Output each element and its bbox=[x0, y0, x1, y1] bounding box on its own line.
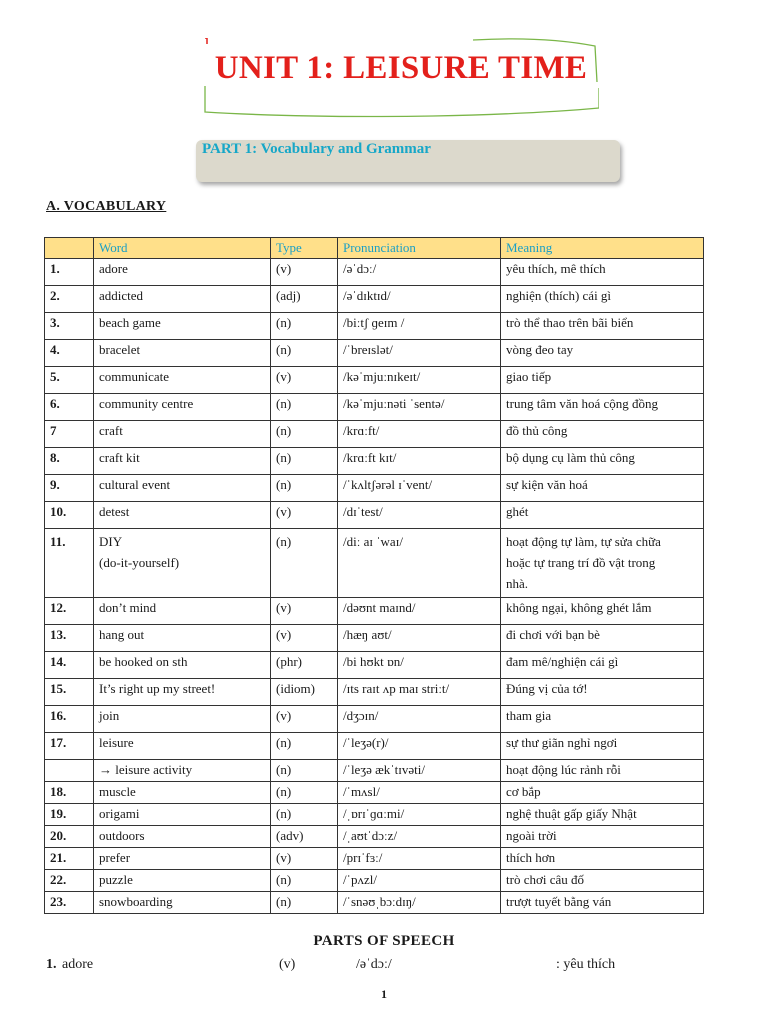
cell-pronunciation-text: /ˈmʌsl/ bbox=[343, 784, 380, 799]
cell-number bbox=[45, 760, 94, 782]
cell-type bbox=[271, 733, 338, 760]
entry-type: (v) bbox=[279, 957, 296, 972]
cell-number-text: 13. bbox=[50, 627, 67, 642]
cell-number-text: 22. bbox=[50, 872, 67, 887]
cell-pronunciation bbox=[338, 448, 501, 475]
cell-type bbox=[271, 502, 338, 529]
cell-type bbox=[271, 313, 338, 340]
cell-word bbox=[94, 892, 271, 914]
cell-meaning-text: vòng đeo tay bbox=[506, 342, 574, 357]
vocabulary-table bbox=[44, 237, 704, 914]
cell-type bbox=[271, 475, 338, 502]
cell-number bbox=[45, 826, 94, 848]
cell-pronunciation-text: /ˈleʒə ækˈtɪvəti/ bbox=[343, 762, 425, 777]
page-number: 1 bbox=[381, 987, 387, 1001]
cell-meaning-text: trượt tuyết bằng ván bbox=[506, 894, 612, 909]
cell-number-text: 3. bbox=[50, 315, 60, 330]
parts-of-speech-heading: PARTS OF SPEECH bbox=[313, 933, 455, 949]
cell-word-text: leisure bbox=[99, 735, 134, 750]
cell-type-text: (v) bbox=[276, 369, 292, 384]
cell-meaning-text-line: nhà. bbox=[506, 576, 529, 591]
cell-pronunciation bbox=[338, 892, 501, 914]
cell-word bbox=[94, 848, 271, 870]
table-row bbox=[45, 448, 704, 475]
cell-number-text: 11. bbox=[50, 534, 66, 549]
cell-word-text: beach game bbox=[99, 315, 161, 330]
cell-type bbox=[271, 286, 338, 313]
cell-word-text: bracelet bbox=[99, 342, 141, 357]
cell-meaning-text: đam mê/nghiện cái gì bbox=[506, 654, 619, 669]
cell-type bbox=[271, 598, 338, 625]
cell-pronunciation bbox=[338, 848, 501, 870]
cell-number bbox=[45, 733, 94, 760]
cell-meaning-text: hoạt động tự làm, tự sửa chữa bbox=[506, 534, 661, 549]
cell-number-text: 2. bbox=[50, 288, 60, 303]
cell-number-text: 10. bbox=[50, 504, 67, 519]
cell-meaning-text: trung tâm văn hoá cộng đồng bbox=[506, 396, 658, 411]
cell-meaning-text: giao tiếp bbox=[506, 369, 552, 384]
cell-word bbox=[94, 652, 271, 679]
cell-pronunciation bbox=[338, 286, 501, 313]
cell-meaning bbox=[501, 394, 704, 421]
cell-meaning-text: thích hơn bbox=[506, 850, 556, 865]
cell-meaning-text: trò chơi câu đố bbox=[506, 872, 584, 887]
cell-number bbox=[45, 625, 94, 652]
cell-type bbox=[271, 259, 338, 286]
table-row bbox=[45, 340, 704, 367]
cell-pronunciation bbox=[338, 826, 501, 848]
cell-word-text: addicted bbox=[99, 288, 144, 303]
cell-meaning bbox=[501, 679, 704, 706]
table-row bbox=[45, 870, 704, 892]
cell-number-text: 23. bbox=[50, 894, 67, 909]
cell-meaning bbox=[501, 598, 704, 625]
cell-word bbox=[94, 529, 271, 598]
cell-pronunciation-text: /dəʊnt maɪnd/ bbox=[343, 600, 416, 615]
cell-pronunciation bbox=[338, 259, 501, 286]
cell-type bbox=[271, 706, 338, 733]
cell-type-text: (n) bbox=[276, 872, 292, 887]
cell-type-text: (v) bbox=[276, 504, 292, 519]
cell-number bbox=[45, 598, 94, 625]
cell-meaning-text: hoạt động lúc rảnh rỗi bbox=[506, 762, 621, 777]
table-row bbox=[45, 475, 704, 502]
cell-pronunciation-text: /ˈkʌltʃərəl ɪˈvent/ bbox=[343, 477, 433, 492]
cell-word-text: outdoors bbox=[99, 828, 145, 843]
cell-pronunciation-text: /bi hʊkt ɒn/ bbox=[343, 654, 404, 669]
cell-word bbox=[94, 782, 271, 804]
cell-word bbox=[94, 340, 271, 367]
cell-type-text: (n) bbox=[276, 762, 292, 777]
cell-word-text: DIY bbox=[99, 534, 123, 549]
cell-type bbox=[271, 826, 338, 848]
cell-pronunciation bbox=[338, 313, 501, 340]
cell-pronunciation bbox=[338, 733, 501, 760]
cell-type-text: (n) bbox=[276, 784, 292, 799]
table-row bbox=[45, 733, 704, 760]
cell-type-text: (n) bbox=[276, 806, 292, 821]
cell-type-text: (n) bbox=[276, 477, 292, 492]
entry-word: adore bbox=[62, 957, 94, 972]
cell-type-text: (v) bbox=[276, 850, 292, 865]
cell-meaning-text: nghiện (thích) cái gì bbox=[506, 288, 612, 303]
table-row bbox=[45, 826, 704, 848]
cell-number-text: 19. bbox=[50, 806, 67, 821]
cell-word bbox=[94, 313, 271, 340]
cell-meaning bbox=[501, 625, 704, 652]
cell-meaning-text: không ngại, không ghét lắm bbox=[506, 600, 652, 615]
cell-number-text: 6. bbox=[50, 396, 60, 411]
cell-meaning bbox=[501, 760, 704, 782]
cell-number-text: 4. bbox=[50, 342, 60, 357]
cell-number-text: 5. bbox=[50, 369, 60, 384]
cell-pronunciation bbox=[338, 782, 501, 804]
title-frame bbox=[203, 38, 599, 120]
cell-meaning-text: trò thể thao trên bãi biển bbox=[506, 315, 634, 330]
entry-pronunciation: /əˈdɔː/ bbox=[356, 957, 392, 972]
cell-pronunciation-text: /krɑːft/ bbox=[343, 423, 380, 438]
cell-word bbox=[94, 475, 271, 502]
cell-type-text: (n) bbox=[276, 450, 292, 465]
cell-word bbox=[94, 421, 271, 448]
cell-number bbox=[45, 340, 94, 367]
table-row bbox=[45, 760, 704, 782]
cell-word-text: adore bbox=[99, 261, 128, 276]
cell-number-text: 15. bbox=[50, 681, 67, 696]
cell-number-text: 20. bbox=[50, 828, 67, 843]
cell-number bbox=[45, 286, 94, 313]
table-row bbox=[45, 706, 704, 733]
cell-number bbox=[45, 848, 94, 870]
cell-type bbox=[271, 652, 338, 679]
table-row bbox=[45, 598, 704, 625]
cell-word bbox=[94, 870, 271, 892]
table-row bbox=[45, 286, 704, 313]
cell-word-text: hang out bbox=[99, 627, 145, 642]
cell-meaning-text: sự thư giãn nghỉ ngơi bbox=[506, 735, 618, 750]
cell-word bbox=[94, 598, 271, 625]
cell-meaning-text: bộ dụng cụ làm thủ công bbox=[506, 450, 635, 465]
cell-word bbox=[94, 394, 271, 421]
cell-type-text: (v) bbox=[276, 708, 292, 723]
cell-word-text: don’t mind bbox=[99, 600, 157, 615]
cell-pronunciation bbox=[338, 870, 501, 892]
cell-type bbox=[271, 804, 338, 826]
cell-word bbox=[94, 448, 271, 475]
cell-word bbox=[94, 706, 271, 733]
cell-type bbox=[271, 340, 338, 367]
cell-meaning bbox=[501, 286, 704, 313]
cell-number-text: 7 bbox=[50, 423, 57, 438]
cell-meaning bbox=[501, 848, 704, 870]
cell-pronunciation-text: /krɑːft kɪt/ bbox=[343, 450, 397, 465]
cell-type-text: (v) bbox=[276, 261, 292, 276]
cell-number bbox=[45, 367, 94, 394]
cell-pronunciation-text: /kəˈmjuːnəti ˈsentə/ bbox=[343, 396, 445, 411]
cell-word bbox=[94, 826, 271, 848]
cell-type-text: (n) bbox=[276, 423, 292, 438]
cell-number-text: 1. bbox=[50, 261, 60, 276]
cell-word-text: community centre bbox=[99, 396, 194, 411]
header-number bbox=[45, 238, 94, 259]
header-word: Word bbox=[94, 238, 271, 259]
cell-pronunciation-text: /ˌɒrɪˈɡɑːmi/ bbox=[343, 806, 405, 821]
cell-meaning-text: Đúng vị của tớ! bbox=[506, 681, 588, 696]
cell-number bbox=[45, 782, 94, 804]
cell-meaning bbox=[501, 652, 704, 679]
header-pronunciation: Pronunciation bbox=[338, 238, 501, 259]
cell-pronunciation-text: /ɪts raɪt ʌp maɪ striːt/ bbox=[343, 681, 450, 696]
table-row bbox=[45, 502, 704, 529]
cell-meaning bbox=[501, 313, 704, 340]
cell-word-text: → leisure activity bbox=[99, 762, 193, 777]
cell-meaning bbox=[501, 826, 704, 848]
cell-type-text: (n) bbox=[276, 735, 292, 750]
cell-meaning bbox=[501, 475, 704, 502]
cell-type bbox=[271, 760, 338, 782]
cell-meaning-text: yêu thích, mê thích bbox=[506, 261, 606, 276]
cell-number bbox=[45, 706, 94, 733]
cell-number bbox=[45, 804, 94, 826]
cell-type-text: (idiom) bbox=[276, 681, 315, 696]
cell-type bbox=[271, 367, 338, 394]
cell-type bbox=[271, 625, 338, 652]
cell-type-text: (n) bbox=[276, 534, 292, 549]
table-row bbox=[45, 625, 704, 652]
cell-pronunciation bbox=[338, 502, 501, 529]
entry-number: 1. bbox=[46, 957, 57, 972]
cell-number bbox=[45, 652, 94, 679]
table-row bbox=[45, 259, 704, 286]
cell-number bbox=[45, 421, 94, 448]
cell-number bbox=[45, 529, 94, 598]
cell-number bbox=[45, 502, 94, 529]
cell-word bbox=[94, 502, 271, 529]
cell-type-text: (n) bbox=[276, 396, 292, 411]
cell-number bbox=[45, 870, 94, 892]
cell-number-text: 21. bbox=[50, 850, 67, 865]
cell-number-text: 18. bbox=[50, 784, 67, 799]
table-row bbox=[45, 367, 704, 394]
cell-word-text: craft kit bbox=[99, 450, 140, 465]
cell-word bbox=[94, 733, 271, 760]
cell-type-text: (adv) bbox=[276, 828, 304, 843]
cell-number bbox=[45, 448, 94, 475]
cell-meaning-text: đi chơi với bạn bè bbox=[506, 627, 600, 642]
cell-pronunciation-text: /əˈdɔː/ bbox=[343, 261, 377, 276]
entry-meaning: : yêu thích bbox=[556, 957, 616, 972]
cell-pronunciation-text: /ˈleʒə(r)/ bbox=[343, 735, 389, 750]
cell-pronunciation-text: /ˈsnəʊˌbɔːdɪŋ/ bbox=[343, 894, 416, 909]
cell-type-text: (n) bbox=[276, 342, 292, 357]
cell-word bbox=[94, 760, 271, 782]
cell-pronunciation bbox=[338, 652, 501, 679]
cell-pronunciation-text: /prɪˈfɜː/ bbox=[343, 850, 383, 865]
header-meaning: Meaning bbox=[501, 238, 704, 259]
cell-word-text: prefer bbox=[99, 850, 131, 865]
cell-meaning bbox=[501, 259, 704, 286]
cell-meaning bbox=[501, 892, 704, 914]
cell-meaning-text: đồ thủ công bbox=[506, 423, 568, 438]
cell-type-text: (n) bbox=[276, 315, 292, 330]
table-row bbox=[45, 679, 704, 706]
cell-number bbox=[45, 394, 94, 421]
cell-type-text: (v) bbox=[276, 600, 292, 615]
cell-pronunciation-text: /ˈbreɪslət/ bbox=[343, 342, 393, 357]
cell-meaning bbox=[501, 421, 704, 448]
cell-meaning bbox=[501, 870, 704, 892]
cell-number-text: 12. bbox=[50, 600, 67, 615]
cell-word bbox=[94, 259, 271, 286]
cell-number bbox=[45, 259, 94, 286]
cell-meaning bbox=[501, 804, 704, 826]
cell-meaning bbox=[501, 367, 704, 394]
table-row bbox=[45, 782, 704, 804]
cell-word-text: puzzle bbox=[99, 872, 133, 887]
cell-meaning bbox=[501, 733, 704, 760]
cell-type-text: (phr) bbox=[276, 654, 302, 669]
page-title: UNIT 1: LEISURE TIME bbox=[214, 50, 588, 86]
cell-type bbox=[271, 848, 338, 870]
cell-word bbox=[94, 367, 271, 394]
cell-pronunciation-text: /dʒɔɪn/ bbox=[343, 708, 379, 723]
cell-number bbox=[45, 892, 94, 914]
cell-word bbox=[94, 286, 271, 313]
cell-pronunciation bbox=[338, 367, 501, 394]
cell-number bbox=[45, 475, 94, 502]
cell-word-text-line: (do-it-yourself) bbox=[99, 555, 180, 570]
cell-pronunciation-text: /ˌaʊtˈdɔːz/ bbox=[343, 828, 398, 843]
cell-word-text: It’s right up my street! bbox=[99, 681, 216, 696]
table-row bbox=[45, 652, 704, 679]
cell-pronunciation bbox=[338, 760, 501, 782]
cell-pronunciation-text: /əˈdɪktɪd/ bbox=[343, 288, 391, 303]
cell-number bbox=[45, 679, 94, 706]
cell-number-text: 9. bbox=[50, 477, 60, 492]
part-banner bbox=[196, 140, 620, 182]
cell-word bbox=[94, 625, 271, 652]
cell-number-text: 17. bbox=[50, 735, 67, 750]
cell-pronunciation-text: /diː aɪ ˈwaɪ/ bbox=[343, 534, 403, 549]
cell-meaning bbox=[501, 529, 704, 598]
cell-word-text: muscle bbox=[99, 784, 136, 799]
cell-type bbox=[271, 892, 338, 914]
cell-word bbox=[94, 679, 271, 706]
cell-pronunciation bbox=[338, 529, 501, 598]
cell-meaning-text: sự kiện văn hoá bbox=[506, 477, 588, 492]
cell-word-text: snowboarding bbox=[99, 894, 173, 909]
table-row bbox=[45, 529, 704, 598]
cell-number-text: 8. bbox=[50, 450, 60, 465]
cell-pronunciation-text: /kəˈmjuːnɪkeɪt/ bbox=[343, 369, 421, 384]
cell-meaning-text: ngoài trời bbox=[506, 828, 557, 843]
cell-word-text: detest bbox=[99, 504, 130, 519]
cell-word-text: origami bbox=[99, 806, 140, 821]
table-row bbox=[45, 313, 704, 340]
cell-meaning bbox=[501, 340, 704, 367]
cell-number bbox=[45, 313, 94, 340]
cell-meaning bbox=[501, 502, 704, 529]
cell-number-text: 16. bbox=[50, 708, 67, 723]
cell-word-text: join bbox=[99, 708, 120, 723]
cell-meaning-text: tham gia bbox=[506, 708, 552, 723]
table-row bbox=[45, 804, 704, 826]
cell-type-text: (v) bbox=[276, 627, 292, 642]
cell-type bbox=[271, 679, 338, 706]
cell-word bbox=[94, 804, 271, 826]
table-row bbox=[45, 421, 704, 448]
table-row bbox=[45, 394, 704, 421]
cell-type bbox=[271, 394, 338, 421]
part-heading: PART 1: Vocabulary and Grammar bbox=[202, 141, 431, 157]
cell-pronunciation-text: /ˈpʌzl/ bbox=[343, 872, 377, 887]
cell-pronunciation bbox=[338, 421, 501, 448]
cell-pronunciation bbox=[338, 804, 501, 826]
table-header-row bbox=[45, 238, 704, 259]
cell-word-text: communicate bbox=[99, 369, 170, 384]
cell-pronunciation-text: /hæŋ aʊt/ bbox=[343, 627, 392, 642]
cell-type-text: (n) bbox=[276, 894, 292, 909]
cell-meaning-text: nghệ thuật gấp giấy Nhật bbox=[506, 806, 637, 821]
table-row bbox=[45, 892, 704, 914]
section-heading: A. VOCABULARY bbox=[46, 199, 167, 214]
cell-word-text: craft bbox=[99, 423, 123, 438]
cell-meaning-text-line: hoặc tự trang trí đồ vật trong bbox=[506, 555, 656, 570]
cell-pronunciation bbox=[338, 475, 501, 502]
cell-word-text: cultural event bbox=[99, 477, 171, 492]
cell-pronunciation bbox=[338, 625, 501, 652]
cell-meaning-text: cơ bắp bbox=[506, 784, 541, 799]
cell-meaning bbox=[501, 706, 704, 733]
cell-type bbox=[271, 421, 338, 448]
cell-word-text: be hooked on sth bbox=[99, 654, 188, 669]
cell-meaning-text: ghét bbox=[506, 504, 529, 519]
table-row bbox=[45, 848, 704, 870]
cell-pronunciation bbox=[338, 679, 501, 706]
cell-pronunciation bbox=[338, 706, 501, 733]
cell-pronunciation bbox=[338, 598, 501, 625]
cell-type bbox=[271, 529, 338, 598]
cell-type-text: (adj) bbox=[276, 288, 301, 303]
cell-meaning bbox=[501, 448, 704, 475]
cell-pronunciation bbox=[338, 340, 501, 367]
cell-type bbox=[271, 870, 338, 892]
cell-type bbox=[271, 782, 338, 804]
cell-meaning bbox=[501, 782, 704, 804]
cell-type bbox=[271, 448, 338, 475]
cell-pronunciation bbox=[338, 394, 501, 421]
cell-pronunciation-text: /biːtʃ ɡeɪm / bbox=[343, 315, 405, 330]
cell-pronunciation-text: /dɪˈtest/ bbox=[343, 504, 383, 519]
header-type: Type bbox=[271, 238, 338, 259]
cell-number-text: 14. bbox=[50, 654, 67, 669]
